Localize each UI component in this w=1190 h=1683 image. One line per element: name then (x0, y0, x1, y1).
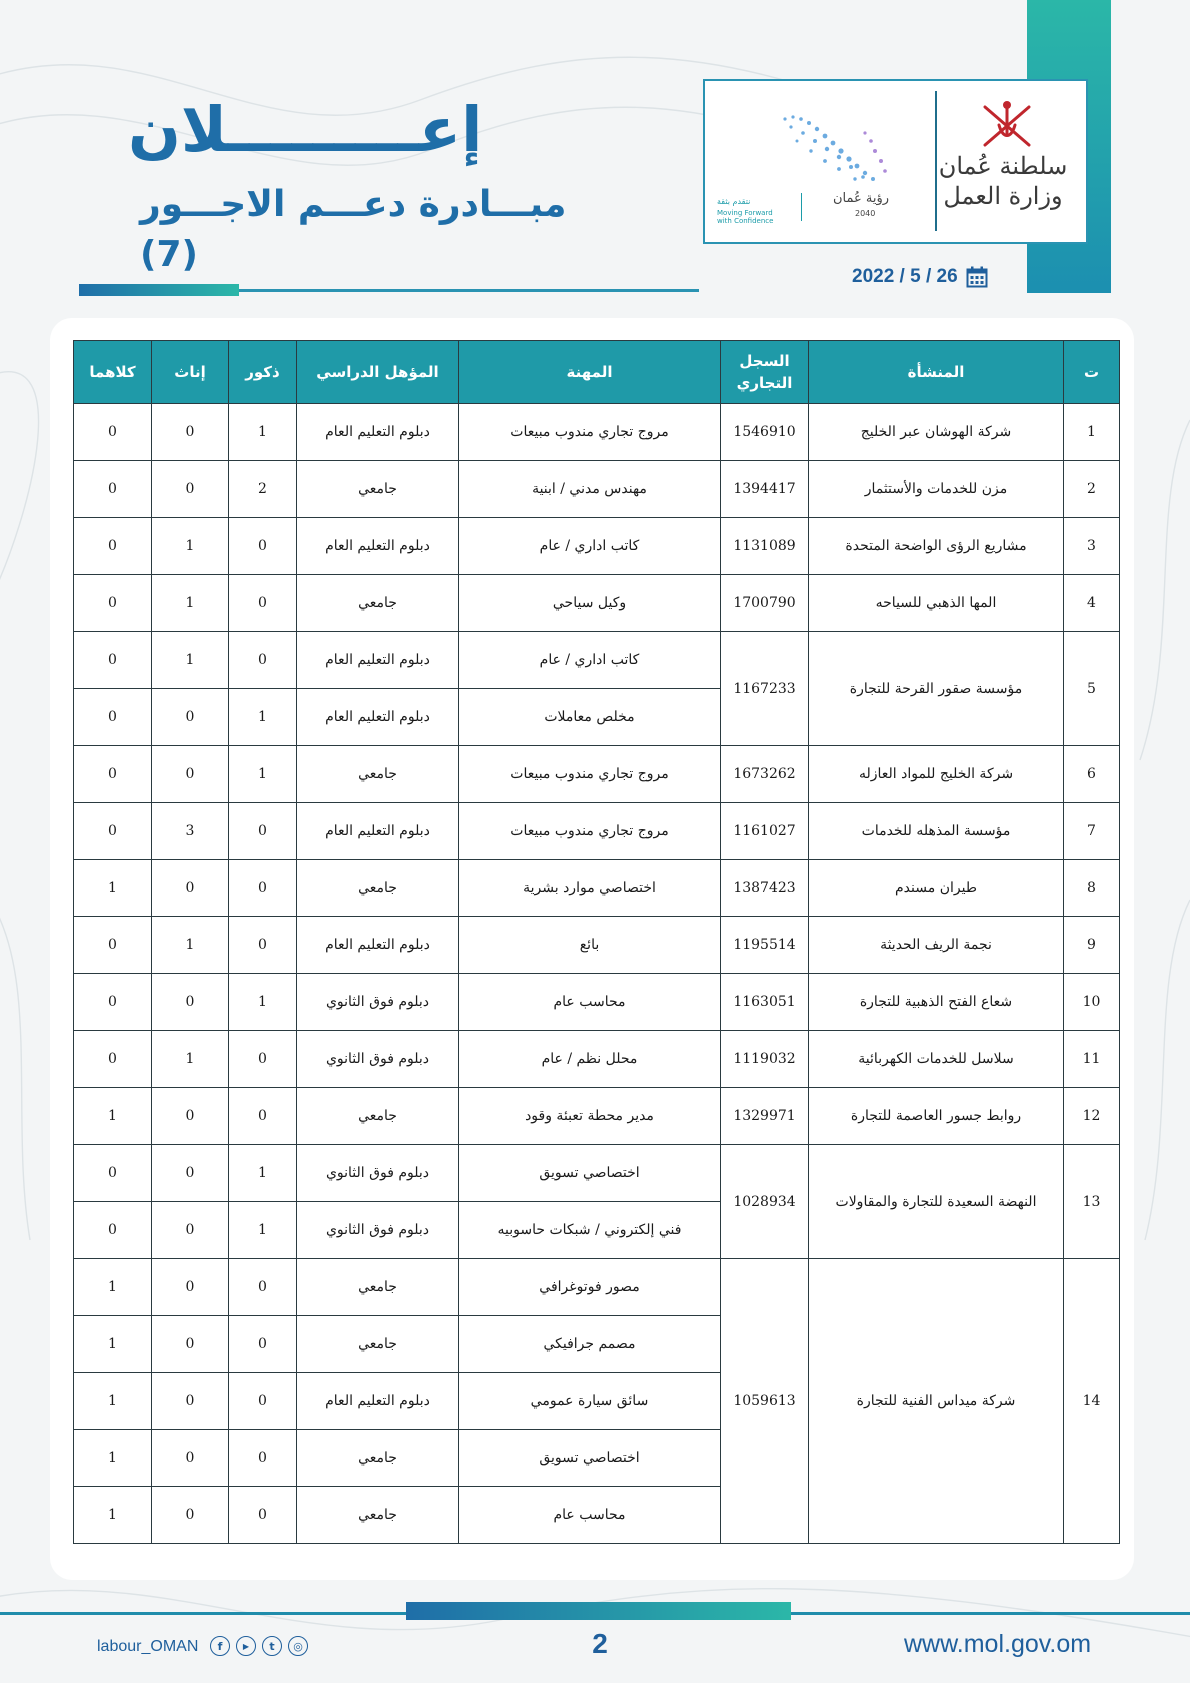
table-row (74, 1031, 1120, 1088)
cell-both: 1 (74, 860, 152, 917)
cell-no: 11 (1064, 1031, 1120, 1088)
table-row (74, 974, 1120, 1031)
cell-male: 1 (229, 1145, 297, 1202)
cell-company: طيران مسندم (809, 860, 1064, 917)
cell-job: سائق سيارة عمومي (459, 1373, 721, 1430)
cell-female: 0 (152, 1316, 229, 1373)
instagram-icon[interactable]: ◎ (288, 1636, 308, 1656)
date-text: 2022 / 5 / 26 (852, 266, 958, 287)
cell-male: 0 (229, 1088, 297, 1145)
cell-register: 1059613 (721, 1259, 809, 1544)
table-row (74, 860, 1120, 917)
cell-job: وكيل سياحي (459, 575, 721, 632)
cell-no: 1 (1064, 404, 1120, 461)
header-both: كلاهما (74, 341, 152, 404)
title-underline-accent (79, 284, 239, 296)
cell-female: 0 (152, 1487, 229, 1544)
cell-register: 1167233 (721, 632, 809, 746)
cell-female: 0 (152, 1259, 229, 1316)
cell-qualification: جامعي (297, 1316, 459, 1373)
cell-job: مصمم جرافيكي (459, 1316, 721, 1373)
cell-male: 1 (229, 974, 297, 1031)
cell-company: شركة ميداس الفنية للتجارة (809, 1259, 1064, 1544)
cell-company: المها الذهبي للسياحه (809, 575, 1064, 632)
cell-male: 0 (229, 1373, 297, 1430)
cell-no: 4 (1064, 575, 1120, 632)
table-row (74, 803, 1120, 860)
cell-male: 1 (229, 746, 297, 803)
header-company: المنشأة (809, 341, 1064, 404)
cell-qualification: دبلوم فوق الثانوي (297, 1031, 459, 1088)
social-handle[interactable]: labour_OMAN (97, 1638, 199, 1655)
cell-no: 2 (1064, 461, 1120, 518)
cell-job: مروج تجاري مندوب مبيعات (459, 803, 721, 860)
cell-company: نجمة الريف الحديثة (809, 917, 1064, 974)
cell-no: 9 (1064, 917, 1120, 974)
cell-company: مؤسسة صقور القرحة للتجارة (809, 632, 1064, 746)
cell-company: روابط جسور العاصمة للتجارة (809, 1088, 1064, 1145)
cell-male: 1 (229, 1202, 297, 1259)
cell-no: 13 (1064, 1145, 1120, 1259)
cell-male: 0 (229, 1259, 297, 1316)
cell-company: شركة الهوشان عبر الخليج (809, 404, 1064, 461)
cell-male: 0 (229, 518, 297, 575)
cell-female: 1 (152, 632, 229, 689)
cell-register: 1700790 (721, 575, 809, 632)
cell-no: 8 (1064, 860, 1120, 917)
cell-female: 1 (152, 575, 229, 632)
vision-2040-swirl-icon (775, 111, 905, 191)
cell-register: 1131089 (721, 518, 809, 575)
website-link[interactable]: www.mol.gov.om (904, 1630, 1092, 1658)
cell-job: كاتب اداري / عام (459, 632, 721, 689)
header-no: ت (1064, 341, 1120, 404)
cell-both: 0 (74, 974, 152, 1031)
cell-both: 1 (74, 1373, 152, 1430)
cell-female: 0 (152, 1145, 229, 1202)
cell-both: 1 (74, 1088, 152, 1145)
ministry-line1: سلطنة عُمان (938, 152, 1068, 180)
cell-register: 1673262 (721, 746, 809, 803)
cell-job: محاسب عام (459, 1487, 721, 1544)
tagline-divider (801, 193, 802, 221)
cell-register: 1394417 (721, 461, 809, 518)
cell-both: 0 (74, 1202, 152, 1259)
cell-qualification: جامعي (297, 860, 459, 917)
table-row (74, 746, 1120, 803)
youtube-icon[interactable]: ▶ (236, 1636, 256, 1656)
cell-both: 1 (74, 1487, 152, 1544)
cell-male: 0 (229, 575, 297, 632)
cell-no: 10 (1064, 974, 1120, 1031)
logo-divider (935, 91, 937, 231)
cell-female: 0 (152, 461, 229, 518)
cell-job: محاسب عام (459, 974, 721, 1031)
cell-qualification: دبلوم التعليم العام (297, 632, 459, 689)
table-header-row (74, 341, 1120, 404)
cell-both: 0 (74, 575, 152, 632)
table-row (74, 632, 1120, 689)
cell-female: 0 (152, 1430, 229, 1487)
cell-both: 1 (74, 1259, 152, 1316)
cell-male: 0 (229, 860, 297, 917)
cell-register: 1028934 (721, 1145, 809, 1259)
cell-male: 0 (229, 1430, 297, 1487)
ministry-name (938, 151, 1068, 211)
cell-male: 0 (229, 632, 297, 689)
cell-company: سلاسل للخدمات الكهربائية (809, 1031, 1064, 1088)
cell-female: 1 (152, 1031, 229, 1088)
cell-no: 3 (1064, 518, 1120, 575)
cell-register: 1195514 (721, 917, 809, 974)
cell-job: مهندس مدني / ابنية (459, 461, 721, 518)
cell-no: 12 (1064, 1088, 1120, 1145)
cell-qualification: دبلوم فوق الثانوي (297, 1202, 459, 1259)
cell-no: 6 (1064, 746, 1120, 803)
cell-both: 0 (74, 518, 152, 575)
cell-qualification: دبلوم التعليم العام (297, 518, 459, 575)
cell-male: 1 (229, 404, 297, 461)
table-row (74, 1088, 1120, 1145)
cell-both: 0 (74, 1031, 152, 1088)
calendar-icon (966, 266, 988, 288)
cell-register: 1546910 (721, 404, 809, 461)
facebook-icon[interactable]: f (210, 1636, 230, 1656)
cell-qualification: جامعي (297, 1430, 459, 1487)
cell-job: اختصاصي موارد بشرية (459, 860, 721, 917)
table-row (74, 518, 1120, 575)
table-row (74, 1259, 1120, 1316)
header-qualification: المؤهل الدراسي (297, 341, 459, 404)
cell-female: 0 (152, 974, 229, 1031)
table-body (74, 404, 1120, 1544)
cell-job: مروج تجاري مندوب مبيعات (459, 746, 721, 803)
cell-job: بائع (459, 917, 721, 974)
cell-qualification: دبلوم فوق الثانوي (297, 974, 459, 1031)
cell-both: 0 (74, 746, 152, 803)
footer-accent-bar (406, 1602, 791, 1620)
cell-female: 0 (152, 746, 229, 803)
cell-qualification: جامعي (297, 746, 459, 803)
cell-male: 0 (229, 1487, 297, 1544)
cell-qualification: دبلوم التعليم العام (297, 404, 459, 461)
vision-name: رؤية عُمان (833, 191, 890, 206)
cell-register: 1161027 (721, 803, 809, 860)
page-subtitle: مبـــادرة دعـــم الاجـــور (7) (140, 184, 567, 275)
cell-job: مخلص معاملات (459, 689, 721, 746)
cell-male: 1 (229, 689, 297, 746)
cell-company: شركة الخليج للمواد العازله (809, 746, 1064, 803)
ministry-line2: وزارة العمل (943, 182, 1063, 210)
cell-both: 0 (74, 404, 152, 461)
cell-both: 0 (74, 803, 152, 860)
ministry-logo-panel (703, 79, 1088, 244)
cell-female: 0 (152, 860, 229, 917)
cell-no: 7 (1064, 803, 1120, 860)
cell-company: مزن للخدمات والأستثمار (809, 461, 1064, 518)
cell-register: 1329971 (721, 1088, 809, 1145)
cell-both: 0 (74, 1145, 152, 1202)
cell-company: مؤسسة المذهله للخدمات (809, 803, 1064, 860)
table-row (74, 404, 1120, 461)
cell-female: 1 (152, 518, 229, 575)
tagline-arabic: نتقدم بثقة (717, 197, 751, 206)
cell-male: 0 (229, 1316, 297, 1373)
cell-qualification: دبلوم التعليم العام (297, 1373, 459, 1430)
cell-male: 0 (229, 1031, 297, 1088)
cell-qualification: دبلوم التعليم العام (297, 917, 459, 974)
cell-job: مدير محطة تعبئة وقود (459, 1088, 721, 1145)
page-number: 2 (592, 1628, 608, 1659)
cell-male: 0 (229, 917, 297, 974)
cell-job: فني إلكتروني / شبكات حاسوبيه (459, 1202, 721, 1259)
header-male: ذكور (229, 341, 297, 404)
vision-year: 2040 (855, 209, 876, 218)
cell-register: 1119032 (721, 1031, 809, 1088)
cell-qualification: جامعي (297, 1487, 459, 1544)
header-female: إناث (152, 341, 229, 404)
cell-qualification: جامعي (297, 461, 459, 518)
cell-job: اختصاصي تسويق (459, 1145, 721, 1202)
cell-both: 0 (74, 461, 152, 518)
cell-company: مشاريع الرؤى الواضحة المتحدة (809, 518, 1064, 575)
cell-no: 5 (1064, 632, 1120, 746)
cell-qualification: جامعي (297, 575, 459, 632)
header-job: المهنة (459, 341, 721, 404)
cell-both: 1 (74, 1430, 152, 1487)
cell-female: 0 (152, 1373, 229, 1430)
tagline-english: Moving Forward with Confidence (717, 209, 774, 225)
cell-register: 1387423 (721, 860, 809, 917)
cell-job: مروج تجاري مندوب مبيعات (459, 404, 721, 461)
cell-both: 0 (74, 689, 152, 746)
cell-both: 0 (74, 632, 152, 689)
cell-male: 0 (229, 803, 297, 860)
cell-qualification: دبلوم التعليم العام (297, 803, 459, 860)
cell-both: 1 (74, 1316, 152, 1373)
oman-emblem-icon (977, 95, 1037, 155)
cell-register: 1163051 (721, 974, 809, 1031)
cell-company: شعاع الفتح الذهبية للتجارة (809, 974, 1064, 1031)
cell-both: 0 (74, 917, 152, 974)
table-row (74, 575, 1120, 632)
twitter-icon[interactable]: t (262, 1636, 282, 1656)
table-row (74, 917, 1120, 974)
cell-female: 0 (152, 1202, 229, 1259)
cell-company: النهضة السعيدة للتجارة والمقاولات (809, 1145, 1064, 1259)
cell-female: 0 (152, 689, 229, 746)
cell-job: اختصاصي تسويق (459, 1430, 721, 1487)
cell-job: محلل نظم / عام (459, 1031, 721, 1088)
cell-qualification: جامعي (297, 1259, 459, 1316)
cell-qualification: دبلوم التعليم العام (297, 689, 459, 746)
cell-job: كاتب اداري / عام (459, 518, 721, 575)
wage-support-table (73, 340, 1120, 1544)
table-row (74, 1145, 1120, 1202)
cell-no: 14 (1064, 1259, 1120, 1544)
cell-female: 0 (152, 1088, 229, 1145)
header-register: السجل التجاري (721, 341, 809, 404)
cell-qualification: دبلوم فوق الثانوي (297, 1145, 459, 1202)
cell-female: 0 (152, 404, 229, 461)
cell-female: 3 (152, 803, 229, 860)
social-icons (210, 1636, 308, 1656)
cell-qualification: جامعي (297, 1088, 459, 1145)
cell-job: مصور فوتوغرافي (459, 1259, 721, 1316)
cell-male: 2 (229, 461, 297, 518)
page-title: إعـــــــــلان (128, 93, 483, 166)
cell-female: 1 (152, 917, 229, 974)
table-row (74, 461, 1120, 518)
announcement-date (852, 264, 988, 290)
